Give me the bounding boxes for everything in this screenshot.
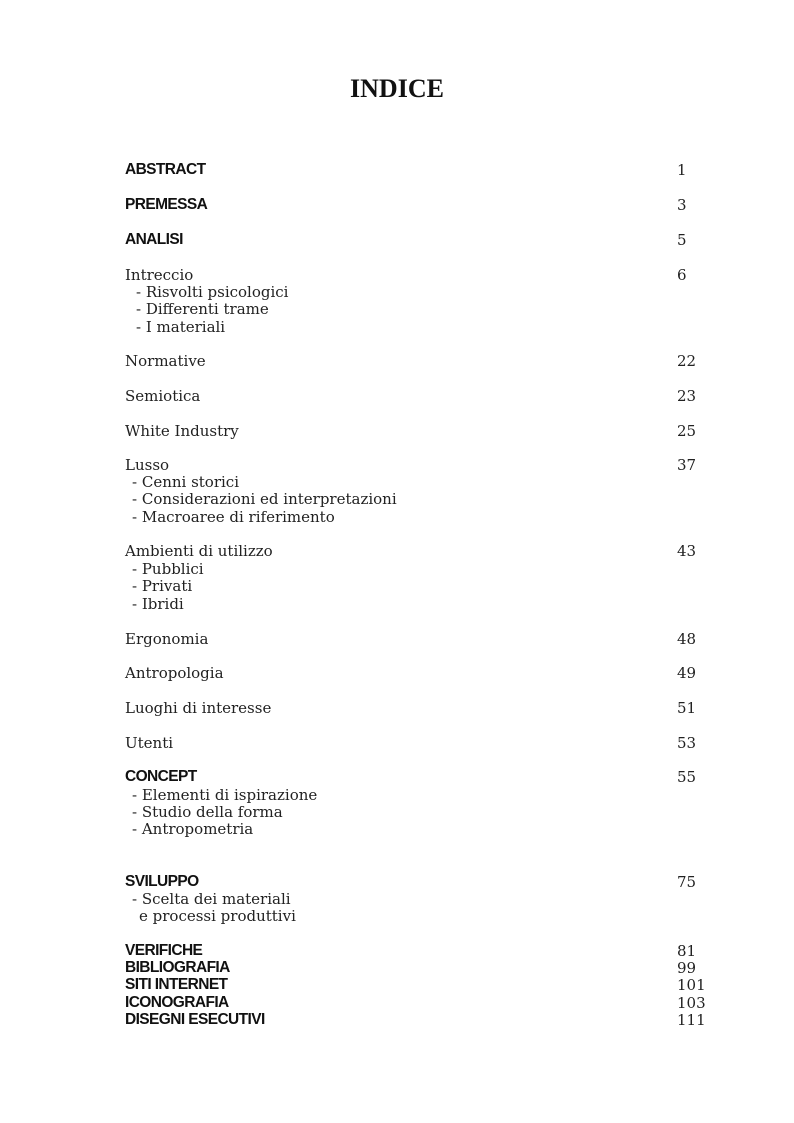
toc-page-number: 43 [677, 542, 697, 560]
toc-subentry-label: - Pubblici [132, 560, 204, 578]
toc-entry-label: SVILUPPO [125, 873, 199, 890]
toc-entry-label: White Industry [125, 422, 239, 440]
toc-page-number: 25 [677, 422, 697, 440]
toc-subentry-label: - Cenni storici [132, 473, 239, 491]
toc-page-number: 53 [677, 734, 697, 752]
toc-page-number: 37 [677, 456, 697, 474]
toc-entry-utenti[interactable] [0, 734, 794, 752]
page-title: INDICE [350, 74, 444, 103]
toc-entry-sviluppo[interactable] [0, 873, 794, 891]
toc-entry-label: SITI INTERNET [125, 976, 228, 993]
toc-entry-normative[interactable] [0, 352, 794, 370]
toc-subentry [0, 786, 794, 804]
toc-entry-white-industry[interactable] [0, 422, 794, 440]
toc-entry-siti-internet[interactable] [0, 976, 794, 994]
toc-subentry [0, 508, 794, 526]
toc-entry-lusso[interactable] [0, 456, 794, 474]
toc-page-number: 101 [677, 976, 706, 994]
toc-subentry [0, 820, 794, 838]
toc-entry-label: Ambienti di utilizzo [125, 542, 273, 560]
toc-page-number: 5 [677, 231, 687, 249]
toc-subentry-label: - Differenti trame [136, 300, 269, 318]
toc-entry-label: Lusso [125, 456, 170, 474]
toc-subentry-label: - Antropometria [132, 820, 254, 838]
toc-subentry-label: e processi produttivi [139, 907, 296, 925]
toc-entry-label: Antropologia [125, 664, 224, 682]
toc-page-number: 49 [677, 664, 697, 682]
toc-subentry [0, 907, 794, 925]
toc-page-number: 3 [677, 196, 687, 214]
toc-subentry-label: - Elementi di ispirazione [132, 786, 318, 804]
toc-entry-disegni-esecutivi[interactable] [0, 1011, 794, 1029]
toc-entry-intreccio[interactable] [0, 266, 794, 284]
toc-subentry [0, 283, 794, 301]
toc-subentry [0, 560, 794, 578]
toc-subentry-label: - Privati [132, 577, 193, 595]
toc-page-number: 75 [677, 873, 697, 891]
toc-subentry [0, 803, 794, 821]
toc-entry-label: ICONOGRAFIA [125, 994, 229, 1011]
toc-entry-label: Semiotica [125, 387, 201, 405]
toc-entry-antropologia[interactable] [0, 664, 794, 682]
toc-subentry [0, 318, 794, 336]
toc-entry-iconografia[interactable] [0, 994, 794, 1012]
toc-subentry [0, 577, 794, 595]
toc-entry-label: Ergonomia [125, 630, 209, 648]
toc-page-number: 48 [677, 630, 697, 648]
toc-subentry-label: - I materiali [136, 318, 226, 336]
toc-entry-label: Luoghi di interesse [125, 699, 272, 717]
toc-subentry [0, 473, 794, 491]
toc-entry-label: BIBLIOGRAFIA [125, 959, 230, 976]
toc-page-number: 22 [677, 352, 697, 370]
toc-page-number: 51 [677, 699, 697, 717]
toc-page-number: 23 [677, 387, 697, 405]
toc-entry-label: ANALISI [125, 231, 183, 248]
toc-subentry-label: - Studio della forma [132, 803, 283, 821]
toc-entry-luoghi-di-interesse[interactable] [0, 699, 794, 717]
toc-entry-premessa[interactable] [0, 196, 794, 214]
toc-entry-label: VERIFICHE [125, 942, 203, 959]
toc-entry-semiotica[interactable] [0, 387, 794, 405]
toc-page-number: 1 [677, 161, 687, 179]
toc-entry-analisi[interactable] [0, 231, 794, 249]
toc-subentry-label: - Scelta dei materiali [132, 890, 291, 908]
toc-entry-concept[interactable] [0, 768, 794, 786]
toc-entry-label: PREMESSA [125, 196, 208, 213]
toc-page-number: 55 [677, 768, 697, 786]
toc-entry-bibliografia[interactable] [0, 959, 794, 977]
toc-subentry [0, 300, 794, 318]
toc-entry-abstract[interactable] [0, 161, 794, 179]
toc-entry-ambienti-di-utilizzo[interactable] [0, 542, 794, 560]
toc-entry-label: Utenti [125, 734, 174, 752]
toc-subentry-label: - Risvolti psicologici [136, 283, 289, 301]
toc-entry-label: ABSTRACT [125, 161, 206, 178]
toc-subentry [0, 595, 794, 613]
toc-entry-label: CONCEPT [125, 768, 197, 785]
toc-subentry-label: - Macroaree di riferimento [132, 508, 335, 526]
toc-subentry [0, 890, 794, 908]
toc-page-number: 99 [677, 959, 697, 977]
toc-entry-label: Intreccio [125, 266, 194, 284]
toc-entry-label: Normative [125, 352, 206, 370]
toc-subentry-label: - Considerazioni ed interpretazioni [132, 490, 397, 508]
toc-subentry-label: - Ibridi [132, 595, 184, 613]
toc-entry-label: DISEGNI ESECUTIVI [125, 1011, 265, 1028]
toc-page-number: 6 [677, 266, 687, 284]
toc-page-number: 81 [677, 942, 697, 960]
toc-entry-ergonomia[interactable] [0, 630, 794, 648]
toc-subentry [0, 490, 794, 508]
toc-page-number: 111 [677, 1011, 706, 1029]
toc-entry-verifiche[interactable] [0, 942, 794, 960]
toc-page-number: 103 [677, 994, 706, 1012]
